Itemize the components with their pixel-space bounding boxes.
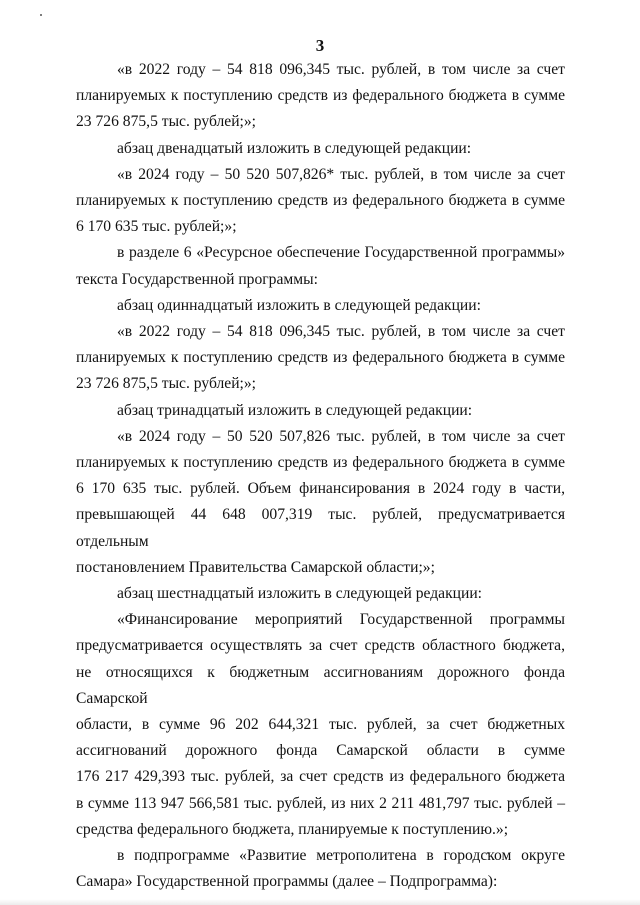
text-line: средства федерального бюджета, планируемые к поступлению.»; (76, 820, 509, 838)
document-body (76, 57, 565, 896)
text-line: «Финансирование мероприятий Государственной программы (117, 611, 565, 629)
text-line: 23 726 875,5 тыс. рублей;»; (76, 113, 257, 131)
paragraph (76, 319, 565, 398)
paragraph (76, 398, 565, 424)
text-line: планируемых к поступлению средств из федерального бюджета в сумме (76, 192, 565, 210)
text-line: «в 2022 году – 54 818 096,345 тыс. рублей, в том числе за счет (117, 61, 565, 78)
paragraph (76, 607, 565, 843)
text-line: 176 217 429,393 тыс. рублей, за счет средств из федерального бюджета (76, 768, 565, 786)
text-line: текста Государственной программы: (76, 270, 318, 288)
text-line: в сумме 113 947 566,581 тыс. рублей, из них 2 211 481,797 тыс. рублей – (76, 794, 565, 812)
text-line: «в 2024 году – 50 520 507,826 тыс. рублей, в том числе за счет (117, 427, 565, 445)
text-line: 6 170 635 тыс. рублей. Объем финансирования в 2024 году в части, (76, 480, 565, 498)
paragraph (76, 240, 565, 292)
text-line: абзац одиннадцатый изложить в следующей редакции: (117, 296, 481, 314)
text-line: планируемых к поступлению средств из федерального бюджета в сумме (76, 87, 565, 105)
text-line: 23 726 875,5 тыс. рублей;»; (76, 375, 257, 393)
text-line: абзац двенадцатый изложить в следующей редакции: (117, 139, 472, 157)
text-line: планируемых к поступлению средств из федерального бюджета в сумме (76, 349, 565, 367)
text-line: Самара» Государственной программы (далее – Подпрограмма): (76, 873, 498, 891)
text-line: предусматривается осуществлять за счет средств областного бюджета, (76, 637, 565, 655)
paragraph (76, 581, 565, 607)
text-line: абзац тринадцатый изложить в следующей редакции: (117, 401, 473, 419)
text-line: планируемых к поступлению средств из федерального бюджета в сумме (76, 454, 565, 472)
paragraph (76, 57, 565, 136)
scan-bottom-edge (0, 899, 640, 905)
text-line: в подпрограмме «Развитие метрополитена в городском округе (117, 847, 565, 865)
text-line: 6 170 635 тыс. рублей;»; (76, 218, 237, 236)
paragraph (76, 424, 565, 581)
page-number: 3 (315, 36, 325, 55)
text-line: абзац шестнадцатый изложить в следующей редакции: (117, 585, 483, 603)
text-line: не относящихся к бюджетным ассигнованиям дорожного фонда Самарской (76, 663, 565, 707)
text-line: превышающей 44 648 007,319 тыс. рублей, предусматривается отдельным (76, 506, 565, 550)
text-line: постановлением Правительства Самарской области;»; (76, 558, 435, 576)
paragraph (76, 293, 565, 319)
paragraph (76, 162, 565, 241)
text-line: «в 2022 году – 54 818 096,345 тыс. рублей, в том числе за счет (117, 323, 565, 341)
paragraph (76, 843, 565, 895)
text-line: ассигнований дорожного фонда Самарской области в сумме (76, 742, 565, 760)
text-line: в разделе 6 «Ресурсное обеспечение Государственной программы» (117, 244, 565, 262)
text-line: области, в сумме 96 202 644,321 тыс. рублей, за счет бюджетных (76, 716, 565, 734)
paragraph (76, 136, 565, 162)
scan-speck (40, 14, 42, 16)
text-line: «в 2024 году – 50 520 507,826* тыс. рублей, в том числе за счет (117, 165, 565, 183)
